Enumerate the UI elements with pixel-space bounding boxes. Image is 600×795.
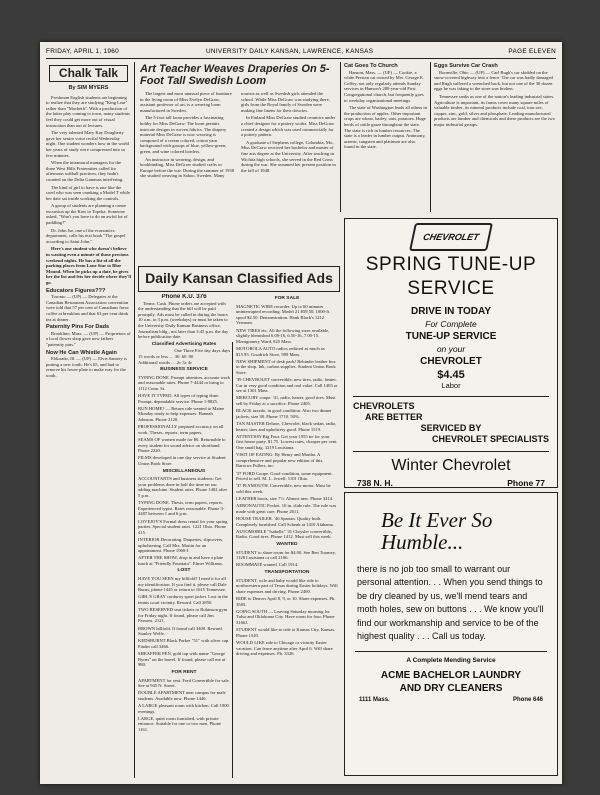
classified-ad: DOUBLE APARTMENT near campus for male students. Available now. Phone 1446. <box>138 690 226 701</box>
chalk-talk-para: Here's one student who doesn't believe in wasting even a minute of those precious weekend nights. He has a list of all the parking places from Lone Star to Blue Mound. When he picks up a date, he gives her the list and lets her decide where they'll go. <box>46 246 131 285</box>
chalk-talk-byline: By SIM MYERS <box>68 85 109 91</box>
classified-ad: TYPING DONE. Prompt attention, accurate work and reasonable rates. Phone 7-4444 or bring to 1112 Conn. St. <box>138 374 230 391</box>
art-teacher-story <box>140 63 336 211</box>
better-line: CHEVROLET SPECIALISTS <box>431 434 549 444</box>
better-line: SERVICED BY <box>420 423 482 433</box>
chalk-talk-para: Freshman English students are beginning to realize that they are studying "King Lear" rather than "Macbeth". With a production of the latter play coming to town, many students feel they could get more out of visual instruction than out of lectures. <box>46 94 130 128</box>
classified-ad: APARTMENT for rent. Ford Convertible for sale. See at 945 N. Street. <box>138 677 230 689</box>
better-line: CHEVROLETS <box>353 401 415 411</box>
item-headline: Educators Figures??? <box>46 287 106 294</box>
classified-ad: AFTER THE SHOW, drop in and have a plate lunch at "Friendly Fountain". Elmer Williams. <box>138 555 224 566</box>
better-service-block <box>353 396 549 445</box>
classified-ad: BROWN billfold. If found call 3400. Reward. Stanley Wolfe. <box>138 625 223 637</box>
classified-ad: '37 PLYMOUTH. Convertible, new motor. Must be sold this week. <box>236 483 331 494</box>
chalk-talk-para: When the intramural managers for the three West Hills Fraternities called for afternoon softball practices, they hadn't counted on the Delta Gammas interfering. <box>46 160 124 182</box>
classified-ad: PROFESSIONALLY prepared accuracy on all work. Theses, reports, term papers. <box>138 424 224 435</box>
acme-headline: Be It Ever So Humble... <box>381 508 493 554</box>
chevrolet-ad-title: SPRING TUNE-UP SERVICE <box>365 254 537 299</box>
better-line: ARE BETTER <box>365 412 423 422</box>
classified-ad: NEW SHIPMENT of desk pads! Rebinder leather box in the shop. Ink, carbon supplies. Student Union Book Store. <box>236 358 336 375</box>
dealer-contact <box>345 475 557 488</box>
acme-name-1: ACME BACHELOR LAUNDRY <box>380 670 522 682</box>
classified-ad: HAVE YOU SEEN my billfold? I need it for all my identification. If you find it, please call Dale Burns, phone 1445 or return to 1615 Tennessee. <box>138 576 227 593</box>
classified-section-title: WANTED <box>276 542 298 548</box>
chalk-talk-para: Dr. John Ise, one of the economics department, calls his text book "The gospel according to Saint John." <box>46 227 126 244</box>
classified-ad: ATTENTION Big Four. Get your 1955 tie for your first house party. $1.75. Lowest rates, cheaper per cent. One small bag. 1219 Louisiana. <box>236 433 338 450</box>
newspaper-page <box>40 42 562 784</box>
art-para: In Finland Miss DeGraw studied ceramics under a chief designer for a pottery works. Miss DeGraw created a design which was used commercially for a pottery pattern. <box>241 115 336 138</box>
rates-header: One Three Five day days days <box>174 348 230 354</box>
cat-story <box>344 63 427 211</box>
rates-row: 15 words or less ... .30 .60 .90 <box>138 353 194 359</box>
classified-ad: WOULD LIKE ride to Chicago or vicinity Easter vacation. Can leave anytime after April 6. Will share driving and expenses. Ph. 3326. <box>236 639 333 657</box>
classified-ad: GIRL'S GRAY corduroy sport jacket. Lost in the tennis court vicinity. Reward. Call 2850. <box>138 594 228 606</box>
dealer-name: Winter Chevrolet <box>353 451 549 475</box>
tune-up-line: TUNE-UP SERVICE <box>405 331 497 342</box>
column-rule <box>134 62 135 778</box>
drive-in-line: DRIVE IN TODAY <box>410 306 492 317</box>
chalk-talk-para: The kind of girl to have is one like the coed who was seen cranking a Model T while her date sat inside working the controls. <box>46 184 131 201</box>
classified-column-2 <box>236 294 338 778</box>
classified-ad: HOUSE TRAILER. '46 Spartan. Quality built. Completely furnished. Call Schenk at 1410 Alabama. <box>236 516 334 527</box>
classified-ad: LEATHER boots, size 7½. Almost new. Phone 3414. <box>236 496 334 502</box>
classified-ad: STUDENT to share room for $4.00. See Ben Tuomey, 1128 Louisiana or call 2106. <box>236 549 336 561</box>
page-folio <box>46 46 556 58</box>
classified-ad: TYPING DONE. Thesis, term papers, reports. Experienced typist. Rates reasonable. Phone 3-4487 between 1 and 6 p.m. <box>138 500 225 517</box>
rates-title: Classified Advertising Rates <box>151 341 217 347</box>
classified-ad: VISIT OF EATING: By Henry and Martha. A comprehensive and popular new edition of this. Barrows Fullers, inc. <box>236 452 324 469</box>
classified-ad: MAGNETIC WIRE recorder. Up to 60 minutes uninterrupted recording. Model 21 $59.50, 1000-ft. spool $2.50. Demonstration. Hank Black's 1212 Vermont. <box>236 303 331 326</box>
acme-phone: Phone 646 <box>512 697 543 704</box>
item-body: Eldorado, Ill. — (UP) — Elvis Santery is putting a new tooth. He's 65, and had to remove his lower plate to make way for the tooth. <box>46 356 127 378</box>
art-para: The largest and most unusual piece of furniture in the living room of Miss Evelyn DeGraw, assistant professor of art, is a weaving loom manufactured in Sweden. <box>140 91 232 113</box>
classified-ad: INTERIOR Decorating. Draperies, slipcovers, upholstering. Call Mrs. Martin for an appointment. Phone 1960-J. <box>138 536 224 554</box>
eggs-body: Boonville, Ohio — (UP) — Carl Rugh's car skidded on the snow-covered highway into a fence. The car was badly damaged and Rugh suffered a wrenched back, but not one of the 30 dozen eggs he was taking to the store was broken. <box>434 69 553 92</box>
classified-ad: SHEAFFER PEN, gold top with name "George Byrns" on the barrel. If found, please call me at 980. <box>138 651 226 668</box>
eggs-story <box>434 63 556 211</box>
for-complete-line: For Complete <box>425 319 477 329</box>
classified-ad: MERCURY coupe. '41, radio, heater, good tires. Must sell by Friday at a sacrifice. Phone 2405. <box>236 395 336 407</box>
art-para: An instructor in weaving, design, and bookbinding, Miss DeGraw studied crafts in Europe before the war. During the summer of 1938 she studied weaving in Saboo, Sweden. Many tourists as well as Swedish girls attended the school. While Miss DeGraw was studying there, girls from the Royal family of Sweden were making fine linens for their dowries. <box>140 91 330 179</box>
classified-ad: AUTOMOBILE "Isabella" '41 Chrysler convertible, Radio. Good tires. Phone 1412. Must sell this week. <box>236 528 332 540</box>
eggs-body-2: Tennessee ranks as one of the nation's leading industrial states. Agriculture is important, its farms cover many square miles of valuable timber, its mineral products include coal, iron ore, copper, zinc, gold, silver and phosphate. Leading manufactured products are lumber and chemicals and these products are the two major industrial groups. <box>434 93 555 127</box>
chalk-talk-column <box>46 62 131 778</box>
classified-ad: RIDE to Denver April 8, 9, or 10. Share expenses. Ph. 3583. <box>236 596 336 607</box>
chevrolet-ad <box>344 218 558 488</box>
classified-ad: AERONAUTIC Pocket. 10 in. slide rule. The rule was made with great care. Phone 2611. <box>236 503 337 514</box>
classified-ad: SEAMS OF women made for $6. Returnable to every student for sound advice on shorthand. Phone 2220. <box>138 437 226 454</box>
classified-ad: '39 CHEVROLET convertible, new tires, radio, heater. Car in very good condition and real value. Call 1403 or see at 1301 Mass. <box>236 377 338 394</box>
classified-section-title: MISCELLANEOUS <box>162 468 206 474</box>
classified-section-title: LOST <box>177 568 191 574</box>
classified-ad: STUDENT would like to ride to Kansas City, Kansas. Phone 1520. <box>236 627 336 638</box>
chalk-talk-para: A group of students are planning a canoe excursion up the Kaw to Topeka. Someone asked, "Won't you have to do an awful lot of paddling?" <box>46 203 128 226</box>
acme-contact <box>345 694 557 703</box>
item-headline: Now He Can Whistle Again <box>46 349 117 356</box>
folio-rule <box>46 58 556 59</box>
chevrolet-logo: CHEVROLET <box>409 223 493 251</box>
classified-section-title: FOR RENT <box>171 669 197 675</box>
item-body: Brookline, Mass. — (UP) — Proprietors of a local flower shop gave new fathers "paternity pins." <box>46 330 131 347</box>
rates-row: Additional words ... .2c 3c 4c <box>138 359 193 365</box>
art-para: The 5-foot tall loom provides a fascinating hobby for Miss DeGraw. The loom permits intricate designs in woven fabrics. The drapery material Miss DeGraw is now weaving is composed of a cream colored, cotton yarn background with groups of blue, yellow-green, green, and wine colored borders. <box>140 115 227 154</box>
classified-ad: ACCOUNTANTS and business students: Get your problems done in half the time on our adding machine. Student rates. Phone 1402 after 5 p.m. <box>138 476 228 498</box>
classified-section-title: BUSINESS SERVICE <box>160 367 208 373</box>
art-headline: Art Teacher Weaves Draperies On 5-Foot Tall Swedish Loom <box>140 63 330 87</box>
art-para: A graduate of Stephens college, Columbia, Mo., Miss DeGraw received her bachelor and master of fine arts degree at the University. After teaching in Wichita high schools, she served in the Red Cross during the war. She assumed her present position in the fall of 1948. <box>241 139 336 173</box>
acme-address: 1111 Mass. <box>359 697 390 704</box>
classified-ad: '37 FORD Coupe. Good condition, some equipment. Priced to sell. M. L. Jewell, 1101 Ohio. <box>236 470 333 482</box>
folio-page: PAGE ELEVEN <box>508 48 556 55</box>
classified-ad: NEW TIRES etc. All the following sizes available, slightly blemished 6.00-16, 6.50-16, 7.00-15. Montgomery Ward, 825 Mass. <box>236 327 330 344</box>
folio-paper: UNIVERSITY DAILY KANSAN, LAWRENCE, KANSAS <box>206 48 374 55</box>
classified-ad: ROOMMATE wanted. Call 1914. <box>236 562 299 568</box>
labor-label: Labor <box>441 381 461 390</box>
acme-name-2: AND DRY CLEANERS <box>399 683 503 695</box>
acme-mending: A Complete Mending Service <box>355 651 547 664</box>
classified-ad: GOING SOUTH — Leaving Saturday morning for Tulsa and Oklahoma City. Have room for four. Phone 3166J. <box>236 608 335 625</box>
state-body: The state of Washington leads all others in the production of apples. Other important crops are wheat, barley, oats, potatoes. Huge herds of cattle graze throughout the state. The state is rich in lumber resources. The state is a leader in lumber output. Antimony, arsenic, tungsten and platinum are also found in the state. <box>344 105 427 150</box>
classified-column-1 <box>138 294 230 778</box>
classified-ad: STUDENT, wife and baby would like ride to northwestern part of Texas during Easter holidays. Will share expenses and driving. Phone 2400. <box>236 577 338 594</box>
classified-ad: A LARGE pleasant room with kitchen. Call 1800 evenings. <box>138 703 229 714</box>
column-rule <box>232 342 233 778</box>
classified-ad: FILMS developed in one day service at Student Union Book Store. <box>138 455 226 466</box>
classified-phone: Phone K.U. 376 <box>161 294 207 300</box>
tune-up-price: $4.45 <box>437 369 465 381</box>
classified-section-title: FOR SALE <box>274 296 300 301</box>
classified-ad: TAN MASTER Deluxe, Chevrolet, black sedan, radio, heater, tires and upholstery good. Phone 1519. <box>236 421 337 432</box>
chevrolet-line: CHEVROLET <box>420 356 482 367</box>
classified-ad: LARGE, quiet room furnished, with private entrance. Suitable for one or two men. Phone 1161. <box>138 715 222 733</box>
cat-headline: Cat Goes To Church <box>344 63 398 69</box>
acme-body: there is no job too small to warrant our personal attention. . . When you send things to be dry cleaned by us, we'll mend tears and moth holes, sew on buttons . . . We know you'll find our workmanship and service to be of the highest quality . . . Call us today. <box>357 564 544 642</box>
classified-header <box>138 266 340 292</box>
item-headline: Paternity Pins For Dads <box>46 324 110 331</box>
item-body: Toronto — (UP) — Delegates at the Canadian Restaurant Association convention were told that 57 per cent of Canadians favor coffee at breakfast and that 63 per cent drink tea at dinner. <box>46 294 129 322</box>
acme-laundry-ad <box>344 492 558 776</box>
folio-date: FRIDAY, APRIL 1, 1960 <box>46 48 119 55</box>
classified-title: Daily Kansan Classified Ads <box>145 270 333 286</box>
eggs-headline: Eggs Survive Car Crash <box>434 63 498 69</box>
classified-ad: KEDSBURNT Black Parker "51" with silver cap. Finder call 3466. <box>138 638 230 649</box>
on-your-line: on your <box>436 344 466 354</box>
chalk-talk-title: Chalk Talk <box>49 65 128 82</box>
classified-ad: BLACK tuxedo, in good condition. Also two dinner jackets, size 38. Phone 1710. 50%. <box>236 408 332 419</box>
classified-ad: LOVEJOY'S Formal dress rental for your spring parties. Special student rates. 1221 Ohio. Phone 415. <box>138 518 228 535</box>
classified-ad: HAVE IT TYPED. All types of typing done. Prompt, dependable service. Phone 1-8825. <box>138 393 220 404</box>
classified-section-title: TRANSPORTATION <box>264 570 310 576</box>
column-rule <box>430 62 431 212</box>
cat-body: Hanson, Mass. — (UP) — Cookie, a white Persian cat owned by Mrs. George E. Coffey, not only regularly attends Sunday services in Hanson's 200-year-old First Congregational church, but frequently goes to weekday organizational meetings. <box>344 69 424 103</box>
classified-ad: TWO RESERVED seat tickets to Robinson gym for Friday night. If found, please call Jim Parsons, 2121. <box>138 607 228 624</box>
classified-ad: MOTOROLA AUTO radios reduced as much as $15.95. Goodrich Store, 909 Mass. <box>236 345 325 357</box>
dealer-phone: Phone 77 <box>507 478 545 488</box>
dealer-address: 738 N. H. <box>357 478 393 488</box>
column-rule <box>340 62 341 212</box>
classified-ad: RUN HOME? — Return ride wanted to Maine Monday ready to help expenses. Hannah Johnson. Phone 2120. <box>138 405 225 423</box>
chalk-talk-para: The very talented Mary Kay Dougherty gave her senior voice recital Wednesday night. One student wonders how in the world her years of study were compressed into so few minutes. <box>46 130 129 158</box>
classified-terms: Terms: Cash. Phone orders are accepted with the understanding that the bill will be paid promptly. Ads must be called in during the hours 10 a.m. to 3 p.m. (weekdays) or must be taken to the University Daily Kansan Business office, Journalism bldg., not later than 3:45 p.m. the day before publication date. <box>138 300 229 340</box>
